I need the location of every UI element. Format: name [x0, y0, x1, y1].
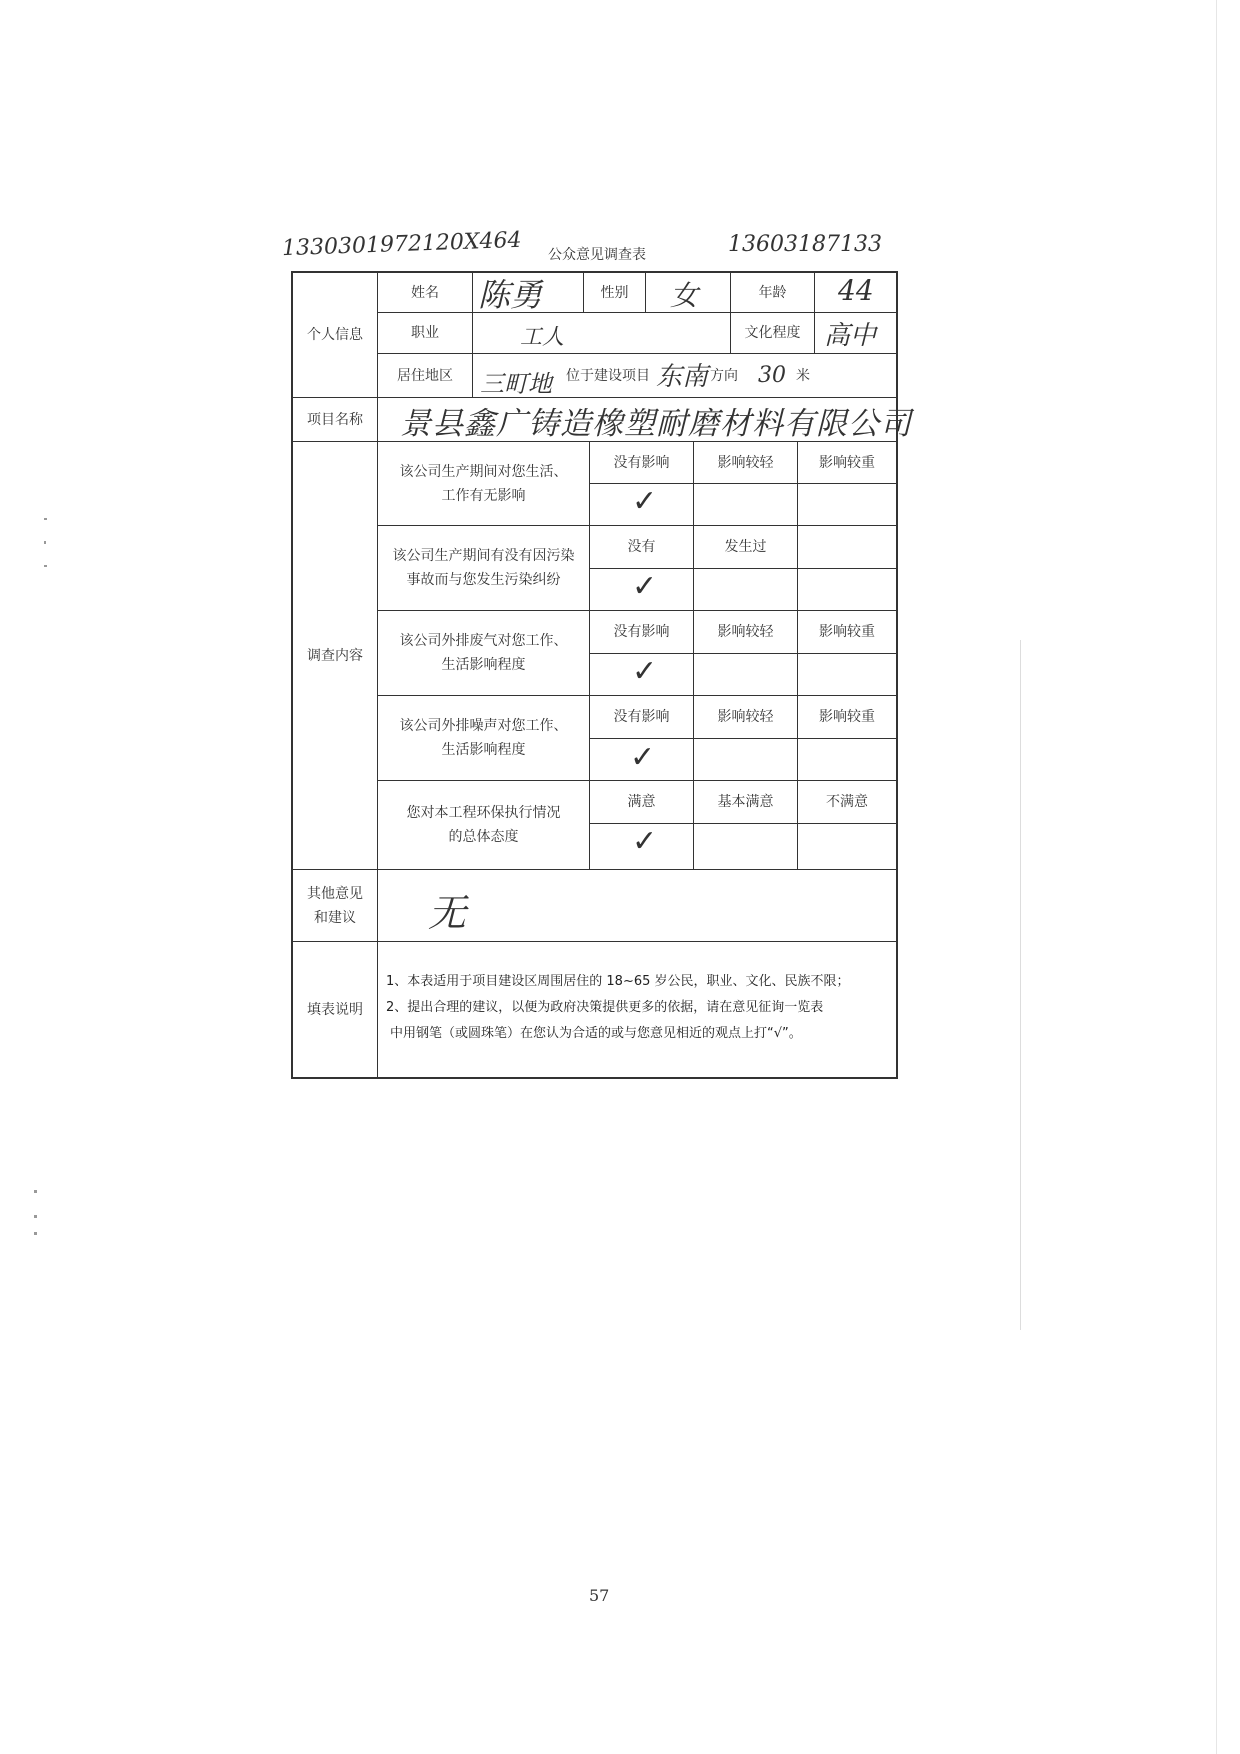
page-number: 57	[589, 1586, 610, 1605]
project-name-value: 景县鑫广铸造橡塑耐磨材料有限公司	[400, 406, 912, 442]
question-4-line-1: 该公司外排噪声对您工作、	[399, 718, 568, 734]
other-opinions-label	[293, 870, 377, 941]
other-opinions-label-line-1: 其他意见	[307, 885, 363, 902]
q2-check-mark: ✓	[632, 569, 658, 604]
question-4-line-2: 生活影响程度	[441, 742, 526, 758]
q4-option-1: 没有影响	[613, 709, 670, 725]
survey-content-label: 调查内容	[307, 647, 363, 664]
residence-label: 居住地区	[397, 367, 453, 384]
q4-check-mark: ✓	[630, 740, 656, 775]
q4-option-2: 影响较轻	[717, 709, 774, 725]
education-label: 文化程度	[744, 325, 801, 341]
question-1-line-1: 该公司生产期间对您生活、	[399, 463, 568, 480]
question-2-line-1: 该公司生产期间有没有因污染	[392, 548, 575, 564]
scan-mark	[44, 541, 46, 544]
q1-check-mark: ✓	[632, 484, 658, 519]
instructions-line-3: 中用钢笔（或圆珠笔）在您认为合适的或与您意见相近的观点上打“√”。	[390, 1026, 802, 1041]
q3-option-3: 影响较重	[819, 624, 875, 640]
q5-option-3: 不满意	[826, 794, 868, 810]
age-value: 44	[838, 274, 874, 307]
instructions-text	[386, 969, 892, 1047]
scan-edge	[1216, 0, 1217, 1754]
survey-question-5	[378, 781, 589, 869]
scan-mark	[44, 565, 47, 567]
gender-label: 性别	[600, 284, 629, 301]
q2-option-3	[798, 526, 896, 568]
q5-option-1: 满意	[627, 794, 656, 810]
instructions-label: 填表说明	[307, 1001, 363, 1018]
scan-edge	[1020, 640, 1021, 1330]
instructions-line-1: 1、本表适用于项目建设区周围居住的 18~65 岁公民，职业、文化、民族不限；	[386, 974, 850, 989]
q1-option-3: 影响较重	[819, 454, 875, 471]
q2-option-2: 发生过	[724, 539, 767, 555]
distance-value: 30	[758, 363, 786, 388]
project-name-label: 项目名称	[307, 411, 363, 428]
occupation-label: 职业	[411, 325, 439, 341]
question-2-line-2: 事故而与您发生污染纠纷	[406, 572, 561, 588]
other-opinions-value: 无	[428, 891, 467, 935]
phone-handwritten: 13603187133	[728, 232, 882, 257]
q1-option-2: 影响较轻	[717, 454, 774, 471]
question-3-line-1: 该公司外排废气对您工作、	[399, 633, 568, 649]
other-opinions-label-line-2: 和建议	[314, 909, 356, 926]
survey-question-3	[378, 611, 589, 695]
survey-question-1	[378, 442, 589, 525]
location-text: 位于建设项目	[566, 368, 650, 384]
education-value: 高中	[824, 321, 877, 351]
question-3-line-2: 生活影响程度	[441, 657, 526, 673]
instructions-line-2: 2、提出合理的建议，以便为政府决策提供更多的依据，请在意见征询一览表	[386, 1000, 824, 1015]
survey-question-2	[378, 526, 589, 610]
direction-label: 方向	[710, 368, 738, 384]
residence-value: 三町地	[480, 370, 552, 398]
scan-mark	[34, 1190, 37, 1193]
direction-value: 东南	[656, 362, 709, 392]
q3-option-1: 没有影响	[613, 624, 670, 640]
name-label: 姓名	[411, 284, 439, 301]
gender-value: 女	[670, 279, 699, 312]
name-value: 陈勇	[478, 276, 543, 314]
question-5-line-1: 您对本工程环保执行情况	[406, 805, 561, 821]
distance-unit: 米	[796, 368, 810, 384]
personal-info-label: 个人信息	[307, 327, 363, 343]
scan-mark	[44, 518, 47, 520]
scan-mark	[34, 1215, 37, 1218]
survey-question-4	[378, 696, 589, 780]
q3-check-mark: ✓	[632, 654, 658, 689]
q5-option-2: 基本满意	[717, 794, 774, 810]
id-number-handwritten: 1330301972120X464	[281, 227, 522, 262]
age-label: 年龄	[758, 284, 787, 301]
q4-option-3: 影响较重	[819, 709, 875, 725]
question-5-line-2: 的总体态度	[448, 829, 519, 845]
q5-check-mark: ✓	[632, 824, 658, 859]
q1-option-1: 没有影响	[613, 454, 670, 471]
question-1-line-2: 工作有无影响	[441, 487, 526, 504]
q2-option-1: 没有	[627, 539, 656, 555]
q3-option-2: 影响较轻	[717, 624, 774, 640]
scan-mark	[34, 1232, 37, 1235]
occupation-value: 工人	[520, 325, 565, 350]
form-title: 公众意见调查表	[548, 247, 646, 263]
